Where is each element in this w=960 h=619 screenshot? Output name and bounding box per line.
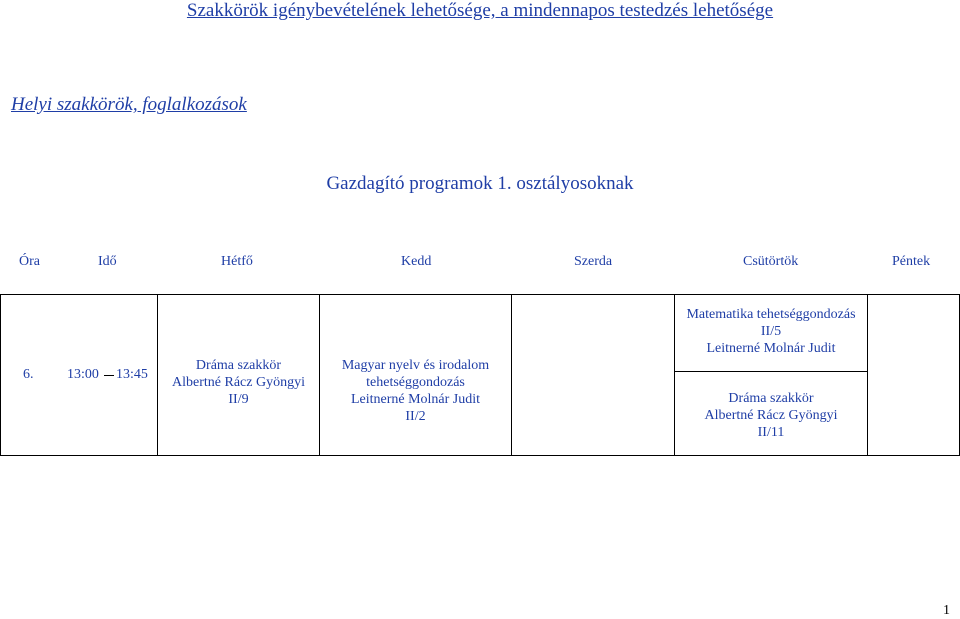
page-number: 1 <box>943 603 950 618</box>
teacher-name: Albertné Rácz Gyöngyi <box>172 375 305 390</box>
teacher-name: Leitnerné Molnár Judit <box>706 341 836 356</box>
column-divider <box>867 294 868 456</box>
activity-name: Dráma szakkör <box>195 358 282 373</box>
table-bottom-border <box>0 455 960 456</box>
program-title: Gazdagító programok 1. osztályosoknak <box>326 173 634 194</box>
header-ido: Idő <box>98 254 117 269</box>
header-hetfo: Hétfő <box>221 254 253 269</box>
activity-name-cont: tehetséggondozás <box>366 375 465 390</box>
teacher-name: Albertné Rácz Gyöngyi <box>704 408 838 423</box>
time-end: 13:45 <box>116 367 148 382</box>
thursday-cell-bottom <box>675 390 867 441</box>
header-szerda: Szerda <box>574 254 613 269</box>
column-divider <box>511 294 512 456</box>
document-title: Szakkörök igénybevételének lehetősége, a mindennapos testedzés lehetősége <box>186 0 774 21</box>
table-top-border <box>0 294 960 295</box>
time-dash <box>104 375 114 376</box>
thursday-split-line <box>674 371 867 372</box>
room: II/2 <box>405 409 426 424</box>
section-heading: Helyi szakkörök, foglalkozások <box>11 94 247 115</box>
table-left-border <box>0 294 1 456</box>
activity-name: Magyar nyelv és irodalom <box>341 358 490 373</box>
header-ora: Óra <box>19 254 40 269</box>
monday-cell <box>158 357 319 408</box>
room: II/5 <box>760 324 782 339</box>
activity-name: Dráma szakkör <box>728 391 814 406</box>
room: II/11 <box>757 425 785 440</box>
tuesday-cell <box>320 357 511 425</box>
header-kedd: Kedd <box>401 254 432 269</box>
time-start: 13:00 <box>67 367 99 382</box>
room: II/9 <box>228 392 249 407</box>
header-csutortok: Csütörtök <box>743 254 799 269</box>
hour-cell: 6. <box>23 367 34 382</box>
header-pentek: Péntek <box>892 254 931 269</box>
thursday-cell-top <box>675 306 867 357</box>
activity-name: Matematika tehetséggondozás <box>686 307 856 322</box>
teacher-name: Leitnerné Molnár Judit <box>350 392 481 407</box>
